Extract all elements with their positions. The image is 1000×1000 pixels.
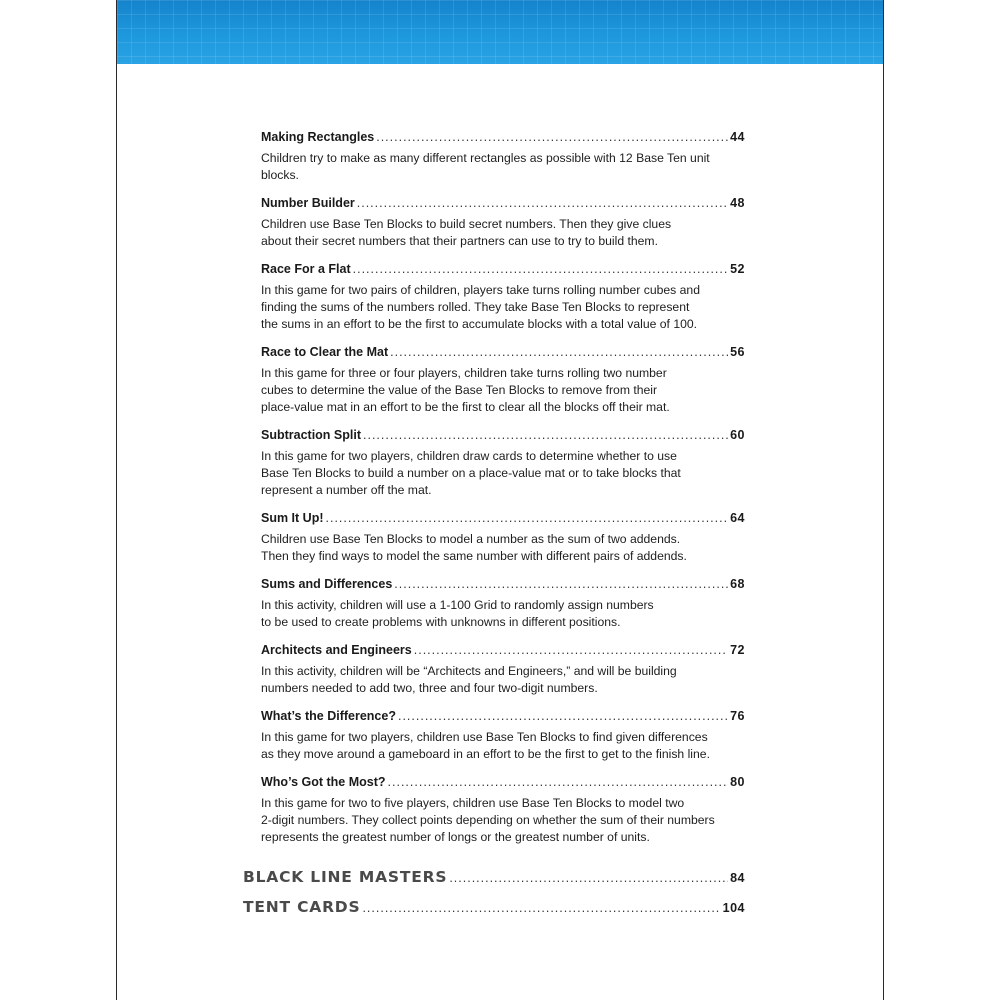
toc-page-number: 60	[730, 428, 745, 442]
dot-leader	[388, 773, 729, 791]
description-line: cubes to determine the value of the Base Ten Blocks to remove from their	[261, 383, 658, 397]
toc-entry-description	[261, 597, 745, 631]
description-line: as they move around a gameboard in an effort to be the first to get to the finish line.	[261, 747, 710, 761]
description-line: Children try to make as many different rectangles as possible with 12 Base Ten unit blocks.	[261, 151, 710, 182]
description-line: finding the sums of the numbers rolled. They take Base Ten Blocks to represent	[261, 300, 690, 314]
toc-entry-title: Subtraction Split	[261, 428, 361, 442]
toc-page-number: 52	[730, 262, 745, 276]
toc-entry-description	[261, 531, 745, 565]
dot-leader	[326, 509, 729, 527]
description-line: In this game for two players, children draw cards to determine whether to use	[261, 449, 677, 463]
toc-entry-title: Race For a Flat	[261, 262, 351, 276]
toc-page-number: 48	[730, 196, 745, 210]
toc-entry-heading[interactable]	[261, 641, 745, 659]
dot-leader	[449, 871, 728, 885]
description-line: to be used to create problems with unknowns in different positions.	[261, 615, 621, 629]
description-line: Children use Base Ten Blocks to build secret numbers. Then they give clues	[261, 217, 672, 231]
toc-entry-heading[interactable]	[261, 575, 745, 593]
toc-page-number: 104	[722, 901, 745, 915]
dot-leader	[353, 260, 728, 278]
toc-entry-title: Who’s Got the Most?	[261, 775, 386, 789]
toc-entry-title: Architects and Engineers	[261, 643, 412, 657]
toc-entry-title: Race to Clear the Mat	[261, 345, 389, 359]
dot-leader	[414, 641, 728, 659]
toc-entry-description	[261, 150, 745, 184]
toc-entry-heading[interactable]	[261, 128, 745, 146]
toc-entry-heading[interactable]	[261, 194, 745, 212]
description-line: In this game for three or four players, children take turns rolling two number	[261, 366, 667, 380]
toc-entry-description	[261, 282, 745, 333]
toc-page-number: 64	[730, 511, 745, 525]
toc-entry-description	[261, 216, 745, 250]
toc-section-title: BLACK LINE MASTERS	[243, 868, 448, 886]
dot-leader	[376, 128, 728, 146]
description-line: In this game for two pairs of children, players take turns rolling number cubes and	[261, 283, 700, 297]
description-line: the sums in an effort to be the first to accumulate blocks with a total value of 100.	[261, 317, 698, 331]
toc-entry	[261, 260, 745, 333]
toc-entry-heading[interactable]	[261, 260, 745, 278]
document-page	[116, 0, 884, 1000]
description-line: In this game for two players, children use Base Ten Blocks to find given differences	[261, 730, 708, 744]
toc-page-number: 76	[730, 709, 745, 723]
toc-entry	[261, 707, 745, 763]
toc-entry-title: Sums and Differences	[261, 577, 393, 591]
dot-leader	[362, 901, 720, 915]
description-line: numbers needed to add two, three and four two-digit numbers.	[261, 681, 598, 695]
dot-leader	[363, 426, 728, 444]
toc-page-number: 80	[730, 775, 745, 789]
dot-leader	[394, 575, 728, 593]
toc-page-number: 84	[730, 871, 745, 885]
toc-page-number: 68	[730, 577, 745, 591]
toc-entry-title: Sum It Up!	[261, 511, 324, 525]
toc-entry	[261, 426, 745, 499]
toc-entry	[261, 509, 745, 565]
description-line: represent a number off the mat.	[261, 483, 432, 497]
dot-leader	[398, 707, 728, 725]
description-line: Base Ten Blocks to build a number on a place-value mat or to take blocks that	[261, 466, 681, 480]
toc-entry-title: What’s the Difference?	[261, 709, 396, 723]
toc-page-number: 44	[730, 130, 745, 144]
toc-section-title: TENT CARDS	[243, 898, 361, 916]
toc-entry-heading[interactable]	[261, 773, 745, 791]
toc-section-tent-cards[interactable]	[243, 898, 745, 916]
description-line: In this activity, children will use a 1-100 Grid to randomly assign numbers	[261, 598, 654, 612]
toc-entry	[261, 343, 745, 416]
toc-entry-description	[261, 365, 745, 416]
toc-page-number: 72	[730, 643, 745, 657]
description-line: place-value mat in an effort to be the first to clear all the blocks off their mat.	[261, 400, 670, 414]
toc-entry	[261, 128, 745, 184]
description-line: Then they find ways to model the same number with different pairs of addends.	[261, 549, 687, 563]
toc-entry-heading[interactable]	[261, 426, 745, 444]
toc-entry-description	[261, 795, 745, 846]
toc-entry-heading[interactable]	[261, 343, 745, 361]
description-line: about their secret numbers that their partners can use to try to build them.	[261, 234, 658, 248]
dot-leader	[390, 343, 728, 361]
dot-leader	[357, 194, 728, 212]
toc-entry	[261, 575, 745, 631]
toc-section-black-line-masters[interactable]	[243, 868, 745, 886]
table-of-contents	[261, 128, 745, 856]
header-banner	[117, 0, 883, 64]
description-line: represents the greatest number of longs or the greatest number of units.	[261, 830, 650, 844]
toc-entry	[261, 641, 745, 697]
toc-entry-description	[261, 448, 745, 499]
toc-entry-heading[interactable]	[261, 707, 745, 725]
toc-entry-title: Making Rectangles	[261, 130, 375, 144]
description-line: In this activity, children will be “Architects and Engineers,” and will be building	[261, 664, 677, 678]
toc-entry	[261, 773, 745, 846]
toc-entry	[261, 194, 745, 250]
toc-page-number: 56	[730, 345, 745, 359]
toc-entry-heading[interactable]	[261, 509, 745, 527]
toc-entry-description	[261, 729, 745, 763]
toc-entry-description	[261, 663, 745, 697]
toc-entry-title: Number Builder	[261, 196, 355, 210]
description-line: Children use Base Ten Blocks to model a number as the sum of two addends.	[261, 532, 681, 546]
description-line: 2-digit numbers. They collect points depending on whether the sum of their numbers	[261, 813, 715, 827]
description-line: In this game for two to five players, children use Base Ten Blocks to model two	[261, 796, 685, 810]
